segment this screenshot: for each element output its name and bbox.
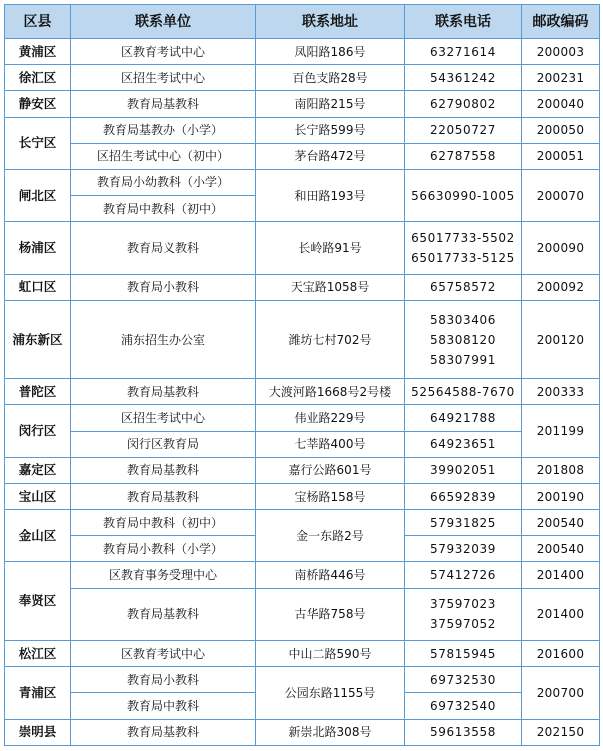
table-row: [5, 65, 600, 91]
postcode-cell: 200231: [522, 65, 600, 91]
phone-line: 37597052: [430, 617, 496, 632]
table-row: [5, 667, 600, 693]
unit-cell: 教育局中教科（初中）: [71, 510, 256, 536]
address-cell: 新崇北路308号: [256, 719, 405, 745]
district-cell: 奉贤区: [5, 562, 71, 641]
postcode-cell: 201400: [522, 588, 600, 640]
phone-line: 65017733-5502: [411, 230, 515, 245]
table-row: [5, 719, 600, 745]
phone-cell: 22050727: [405, 117, 522, 143]
unit-cell: 区招生考试中心: [71, 65, 256, 91]
unit-cell: 教育局基教科: [71, 483, 256, 509]
postcode-cell: 200540: [522, 536, 600, 562]
postcode-cell: 201400: [522, 562, 600, 588]
phone-cell: 54361242: [405, 65, 522, 91]
header-district: 区县: [5, 5, 71, 39]
district-cell: 浦东新区: [5, 300, 71, 379]
address-cell: 宝杨路158号: [256, 483, 405, 509]
table-row: [5, 117, 600, 143]
table-row: [5, 510, 600, 536]
address-cell: 伟业路229号: [256, 405, 405, 431]
district-cell: 杨浦区: [5, 222, 71, 274]
table-row: [5, 588, 600, 640]
phone-cell: 66592839: [405, 483, 522, 509]
table-row: [5, 562, 600, 588]
district-cell: 青浦区: [5, 667, 71, 719]
address-cell: 凤阳路186号: [256, 39, 405, 65]
table-row: [5, 405, 600, 431]
address-cell: 天宝路1058号: [256, 274, 405, 300]
address-cell: 中山二路590号: [256, 641, 405, 667]
postcode-cell: 201199: [522, 405, 600, 457]
address-cell: 金一东路2号: [256, 510, 405, 562]
contact-table: [4, 4, 600, 746]
postcode-cell: 200090: [522, 222, 600, 274]
phone-cell: [405, 222, 522, 274]
phone-line: 65017733-5125: [411, 250, 515, 265]
unit-cell: 区教育考试中心: [71, 641, 256, 667]
unit-cell: 教育局基教科: [71, 91, 256, 117]
address-cell: 长岭路91号: [256, 222, 405, 274]
address-cell: 百色支路28号: [256, 65, 405, 91]
address-cell: 七莘路400号: [256, 431, 405, 457]
address-cell: 大渡河路1668号2号楼: [256, 379, 405, 405]
table-row: [5, 143, 600, 169]
address-cell: 长宁路599号: [256, 117, 405, 143]
table-row: [5, 641, 600, 667]
unit-cell: 教育局基教科: [71, 457, 256, 483]
table-row: [5, 457, 600, 483]
postcode-cell: 200051: [522, 143, 600, 169]
postcode-cell: 200040: [522, 91, 600, 117]
phone-cell: 56630990-1005: [405, 169, 522, 221]
table-row: [5, 483, 600, 509]
phone-cell: 62790802: [405, 91, 522, 117]
address-cell: 南阳路215号: [256, 91, 405, 117]
header-unit: 联系单位: [71, 5, 256, 39]
unit-cell: 教育局小教科（小学）: [71, 536, 256, 562]
address-cell: 古华路758号: [256, 588, 405, 640]
district-cell: 金山区: [5, 510, 71, 562]
district-cell: 闵行区: [5, 405, 71, 457]
unit-cell: 教育局小幼教科（小学）: [71, 169, 256, 195]
phone-line: 58303406: [430, 312, 496, 327]
address-cell: 南桥路446号: [256, 562, 405, 588]
postcode-cell: 201808: [522, 457, 600, 483]
phone-cell: 52564588-7670: [405, 379, 522, 405]
phone-cell: 57412726: [405, 562, 522, 588]
header-row: [5, 5, 600, 39]
phone-cell: [405, 300, 522, 379]
table-row: [5, 39, 600, 65]
phone-cell: 57932039: [405, 536, 522, 562]
phone-cell: 59613558: [405, 719, 522, 745]
unit-cell: 教育局小教科: [71, 274, 256, 300]
header-address: 联系地址: [256, 5, 405, 39]
phone-line: 58307991: [430, 352, 496, 367]
address-cell: 和田路193号: [256, 169, 405, 221]
unit-cell: 教育局基教科: [71, 588, 256, 640]
district-cell: 徐汇区: [5, 65, 71, 91]
unit-cell: 教育局义教科: [71, 222, 256, 274]
postcode-cell: 200540: [522, 510, 600, 536]
unit-cell: 教育局小教科: [71, 667, 256, 693]
postcode-cell: 200333: [522, 379, 600, 405]
unit-cell: 区教育考试中心: [71, 39, 256, 65]
phone-cell: 69732530: [405, 667, 522, 693]
postcode-cell: 200120: [522, 300, 600, 379]
phone-cell: 57815945: [405, 641, 522, 667]
address-cell: 茅台路472号: [256, 143, 405, 169]
district-cell: 松江区: [5, 641, 71, 667]
address-cell: 潍坊七村702号: [256, 300, 405, 379]
postcode-cell: 200092: [522, 274, 600, 300]
phone-cell: 57931825: [405, 510, 522, 536]
table-row: [5, 169, 600, 195]
phone-cell: 64923651: [405, 431, 522, 457]
table-row: [5, 222, 600, 274]
postcode-cell: 202150: [522, 719, 600, 745]
postcode-cell: 200070: [522, 169, 600, 221]
address-cell: 嘉行公路601号: [256, 457, 405, 483]
table-row: [5, 300, 600, 379]
district-cell: 崇明县: [5, 719, 71, 745]
unit-cell: 教育局基教科: [71, 379, 256, 405]
table-row: [5, 431, 600, 457]
header-phone: 联系电话: [405, 5, 522, 39]
table-row: [5, 274, 600, 300]
table-row: [5, 379, 600, 405]
district-cell: 虹口区: [5, 274, 71, 300]
postcode-cell: 200700: [522, 667, 600, 719]
address-cell: 公园东路1155号: [256, 667, 405, 719]
unit-cell: 教育局中教科: [71, 693, 256, 719]
phone-cell: 65758572: [405, 274, 522, 300]
unit-cell: 浦东招生办公室: [71, 300, 256, 379]
header-postcode: 邮政编码: [522, 5, 600, 39]
unit-cell: 区招生考试中心: [71, 405, 256, 431]
phone-cell: 64921788: [405, 405, 522, 431]
phone-cell: 69732540: [405, 693, 522, 719]
unit-cell: 教育局基教科: [71, 719, 256, 745]
unit-cell: 教育局基教办（小学）: [71, 117, 256, 143]
phone-cell: [405, 588, 522, 640]
unit-cell: 教育局中教科（初中）: [71, 196, 256, 222]
district-cell: 静安区: [5, 91, 71, 117]
district-cell: 闸北区: [5, 169, 71, 221]
unit-cell: 闵行区教育局: [71, 431, 256, 457]
postcode-cell: 201600: [522, 641, 600, 667]
phone-line: 58308120: [430, 332, 496, 347]
unit-cell: 区教育事务受理中心: [71, 562, 256, 588]
phone-line: 37597023: [430, 597, 496, 612]
phone-cell: 62787558: [405, 143, 522, 169]
phone-cell: 39902051: [405, 457, 522, 483]
district-cell: 宝山区: [5, 483, 71, 509]
district-cell: 普陀区: [5, 379, 71, 405]
district-cell: 黄浦区: [5, 39, 71, 65]
table-row: [5, 91, 600, 117]
phone-cell: 63271614: [405, 39, 522, 65]
postcode-cell: 200190: [522, 483, 600, 509]
postcode-cell: 200050: [522, 117, 600, 143]
district-cell: 长宁区: [5, 117, 71, 169]
unit-cell: 区招生考试中心（初中）: [71, 143, 256, 169]
postcode-cell: 200003: [522, 39, 600, 65]
district-cell: 嘉定区: [5, 457, 71, 483]
